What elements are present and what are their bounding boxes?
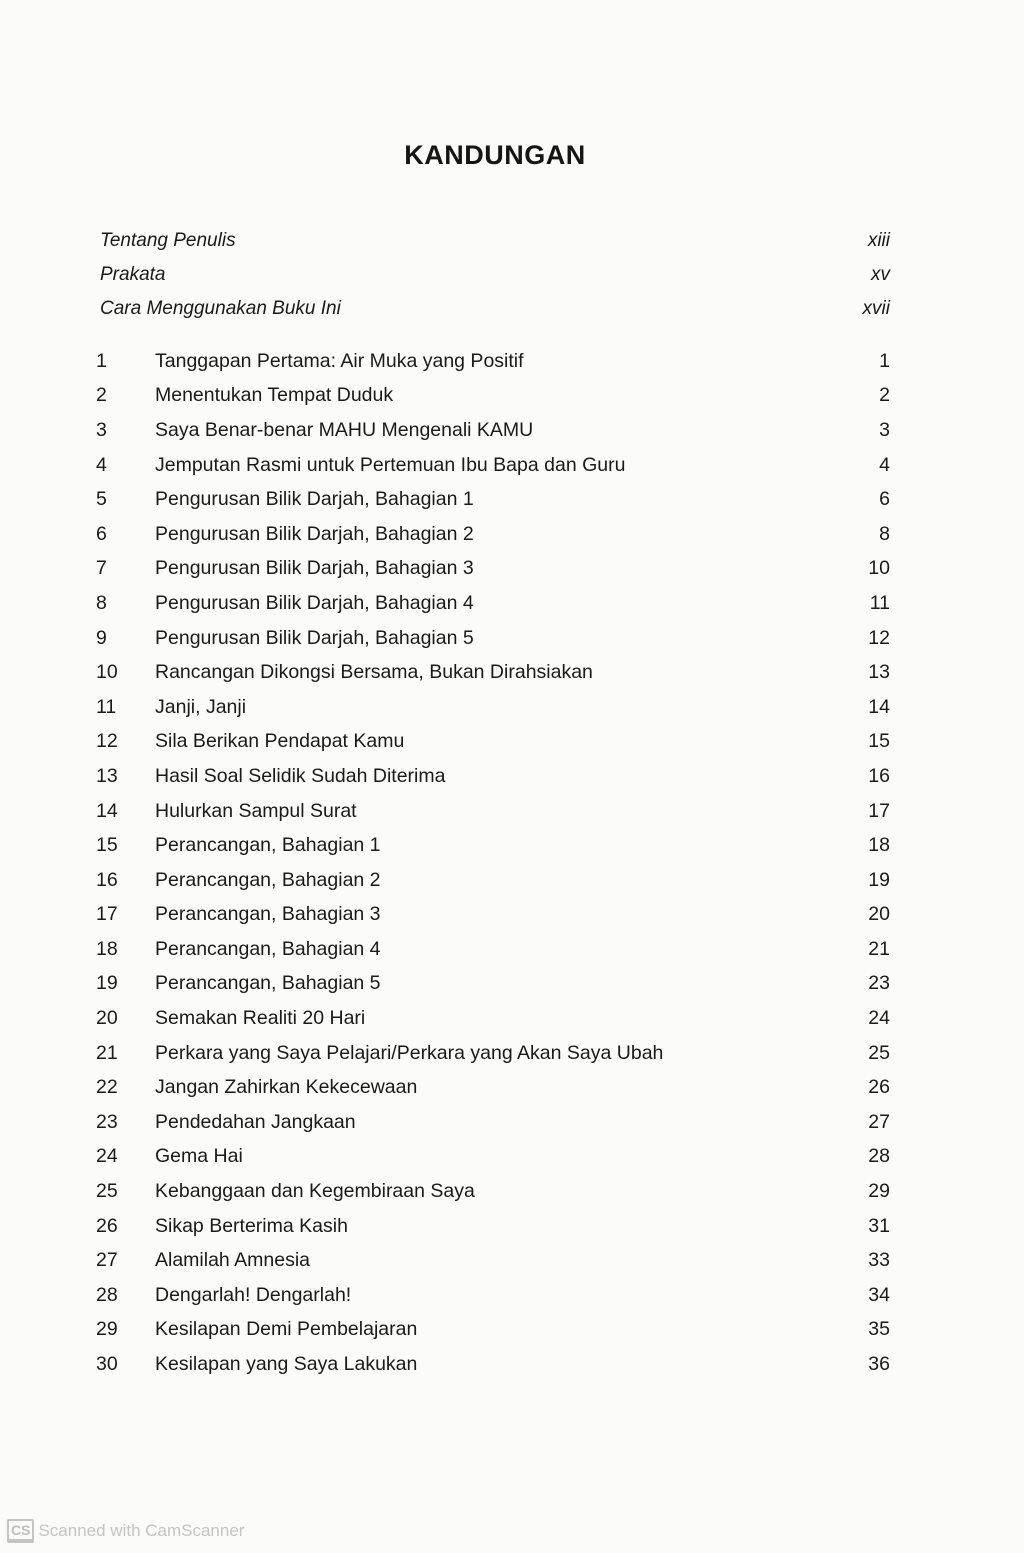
chapter-row: [96, 482, 890, 517]
front-matter-list: [100, 224, 890, 326]
chapter-title: Jangan Zahirkan Kekecewaan: [155, 1076, 418, 1099]
chapter-row: [96, 828, 890, 863]
chapter-page: 8: [879, 522, 890, 545]
chapter-row: [96, 517, 890, 552]
chapter-page: 35: [868, 1318, 890, 1341]
chapter-row: [96, 1278, 890, 1313]
chapter-page: 3: [879, 418, 890, 441]
chapter-page: 36: [868, 1353, 890, 1376]
chapter-number: 20: [96, 1007, 118, 1030]
chapter-title: Gema Hai: [155, 1145, 243, 1168]
chapter-number: 7: [96, 557, 107, 580]
chapter-page: 1: [879, 349, 890, 372]
chapter-number: 30: [96, 1353, 118, 1376]
chapter-number: 24: [96, 1145, 118, 1168]
entry-title: Tentang Penulis: [100, 230, 236, 251]
chapter-title: Pendedahan Jangkaan: [155, 1110, 356, 1133]
chapter-page: 27: [868, 1110, 890, 1133]
chapter-title: Semakan Realiti 20 Hari: [155, 1007, 366, 1030]
chapter-title: Jemputan Rasmi untuk Pertemuan Ibu Bapa dan Guru: [155, 453, 626, 476]
chapter-title: Pengurusan Bilik Darjah, Bahagian 4: [155, 591, 474, 614]
chapter-title: Sikap Berterima Kasih: [155, 1214, 348, 1237]
entry-page: xvii: [862, 298, 890, 319]
chapter-row: [96, 379, 890, 414]
chapter-title: Kesilapan Demi Pembelajaran: [155, 1318, 418, 1341]
chapter-title: Perancangan, Bahagian 3: [155, 903, 381, 926]
chapter-number: 2: [96, 384, 107, 407]
chapter-title: Janji, Janji: [155, 695, 247, 718]
chapter-number: 23: [96, 1110, 118, 1133]
chapter-number: 21: [96, 1041, 118, 1064]
chapter-page: 19: [868, 868, 890, 891]
chapter-page: 12: [868, 626, 890, 649]
chapter-number: 29: [96, 1318, 118, 1341]
front-matter-item: [100, 224, 890, 258]
chapter-row: [96, 344, 890, 379]
chapter-page: 28: [868, 1145, 890, 1168]
chapter-title: Pengurusan Bilik Darjah, Bahagian 2: [155, 522, 474, 545]
chapter-number: 25: [96, 1180, 118, 1203]
chapter-number: 26: [96, 1214, 118, 1237]
chapter-row: [96, 1070, 890, 1105]
chapter-number: 11: [96, 695, 117, 718]
chapter-row: [96, 1174, 890, 1209]
chapter-row: [96, 794, 890, 829]
chapter-title: Menentukan Tempat Duduk: [155, 384, 394, 407]
chapter-number: 15: [96, 834, 118, 857]
chapter-row: [96, 1001, 890, 1036]
chapter-number: 5: [96, 488, 107, 511]
chapter-row: [96, 725, 890, 760]
chapter-title: Sila Berikan Pendapat Kamu: [155, 730, 405, 753]
chapter-row: [96, 655, 890, 690]
entry-title: Cara Menggunakan Buku Ini: [100, 298, 341, 319]
chapter-page: 31: [868, 1214, 890, 1237]
chapter-title: Saya Benar-benar MAHU Mengenali KAMU: [155, 418, 534, 441]
chapter-number: 27: [96, 1249, 118, 1272]
chapter-page: 29: [868, 1180, 890, 1203]
watermark-text: Scanned with CamScanner: [38, 1521, 245, 1540]
chapter-page: 6: [879, 488, 890, 511]
chapter-title: Perkara yang Saya Pelajari/Perkara yang Akan Saya Ubah: [155, 1041, 664, 1064]
chapter-row: [96, 621, 890, 656]
chapter-number: 10: [96, 661, 118, 684]
chapter-number: 22: [96, 1076, 118, 1099]
chapter-page: 20: [868, 903, 890, 926]
chapter-page: 15: [868, 730, 890, 753]
chapter-page: 10: [868, 557, 890, 580]
chapter-title: Perancangan, Bahagian 5: [155, 972, 381, 995]
chapter-row: [96, 1036, 890, 1071]
chapter-number: 17: [96, 903, 118, 926]
chapter-number: 28: [96, 1283, 118, 1306]
chapter-row: [96, 1209, 890, 1244]
chapter-number: 13: [96, 764, 118, 787]
chapter-page: 25: [868, 1041, 890, 1064]
chapter-number: 16: [96, 868, 118, 891]
chapter-title: Hasil Soal Selidik Sudah Diterima: [155, 764, 446, 787]
chapter-row: [96, 413, 890, 448]
chapter-row: [96, 932, 890, 967]
chapter-title: Rancangan Dikongsi Bersama, Bukan Dirahsiakan: [155, 661, 593, 684]
chapter-row: [96, 1313, 890, 1348]
chapter-number: 18: [96, 937, 118, 960]
chapter-title: Kesilapan yang Saya Lakukan: [155, 1353, 418, 1376]
chapter-number: 8: [96, 591, 107, 614]
chapter-title: Perancangan, Bahagian 1: [155, 834, 381, 857]
chapter-title: Pengurusan Bilik Darjah, Bahagian 1: [155, 488, 474, 511]
chapter-row: [96, 1105, 890, 1140]
chapter-page: 17: [868, 799, 890, 822]
camscanner-logo-icon: CS: [7, 1519, 34, 1543]
chapter-page: 2: [879, 384, 890, 407]
chapter-number: 4: [96, 453, 107, 476]
chapter-title: Alamilah Amnesia: [155, 1249, 310, 1272]
chapter-page: 21: [868, 937, 890, 960]
entry-page: xiii: [867, 230, 890, 251]
chapter-number: 3: [96, 418, 107, 441]
chapter-row: [96, 448, 890, 483]
entry-title: Prakata: [100, 264, 166, 285]
chapter-page: 33: [868, 1249, 890, 1272]
chapter-page: 24: [868, 1007, 890, 1030]
chapter-page: 14: [868, 695, 890, 718]
chapter-page: 26: [868, 1076, 890, 1099]
entry-page: xv: [871, 264, 890, 285]
chapter-number: 19: [96, 972, 118, 995]
chapter-row: [96, 967, 890, 1002]
chapter-title: Tanggapan Pertama: Air Muka yang Positif: [155, 349, 524, 372]
chapter-title: Hulurkan Sampul Surat: [155, 799, 357, 822]
chapter-page: 11: [869, 591, 890, 614]
chapter-row: [96, 863, 890, 898]
chapter-title: Pengurusan Bilik Darjah, Bahagian 5: [155, 626, 474, 649]
chapter-number: 12: [96, 730, 118, 753]
chapter-row: [96, 898, 890, 933]
chapter-title: Kebanggaan dan Kegembiraan Saya: [155, 1180, 475, 1203]
chapter-row: [96, 690, 890, 725]
chapter-page: 13: [868, 661, 890, 684]
page-title: KANDUNGAN: [404, 140, 586, 170]
chapter-row: [96, 1347, 890, 1382]
chapter-title: Perancangan, Bahagian 2: [155, 868, 381, 891]
chapter-number: 6: [96, 522, 107, 545]
camscanner-watermark: [7, 1519, 244, 1543]
chapter-row: [96, 586, 890, 621]
chapter-row: [96, 552, 890, 587]
front-matter-item: [100, 258, 890, 292]
chapter-page: 34: [868, 1283, 890, 1306]
chapter-row: [96, 759, 890, 794]
front-matter-item: [100, 292, 890, 326]
chapter-page: 16: [868, 764, 890, 787]
chapter-title: Pengurusan Bilik Darjah, Bahagian 3: [155, 557, 474, 580]
chapter-title: Dengarlah! Dengarlah!: [155, 1283, 352, 1306]
chapter-title: Perancangan, Bahagian 4: [155, 937, 381, 960]
chapter-row: [96, 1243, 890, 1278]
chapter-row: [96, 1140, 890, 1175]
chapter-page: 18: [868, 834, 890, 857]
chapter-number: 1: [96, 349, 107, 372]
chapter-page: 23: [868, 972, 890, 995]
chapter-list: [96, 344, 890, 1382]
chapter-number: 9: [96, 626, 107, 649]
chapter-number: 14: [96, 799, 118, 822]
chapter-page: 4: [879, 453, 890, 476]
